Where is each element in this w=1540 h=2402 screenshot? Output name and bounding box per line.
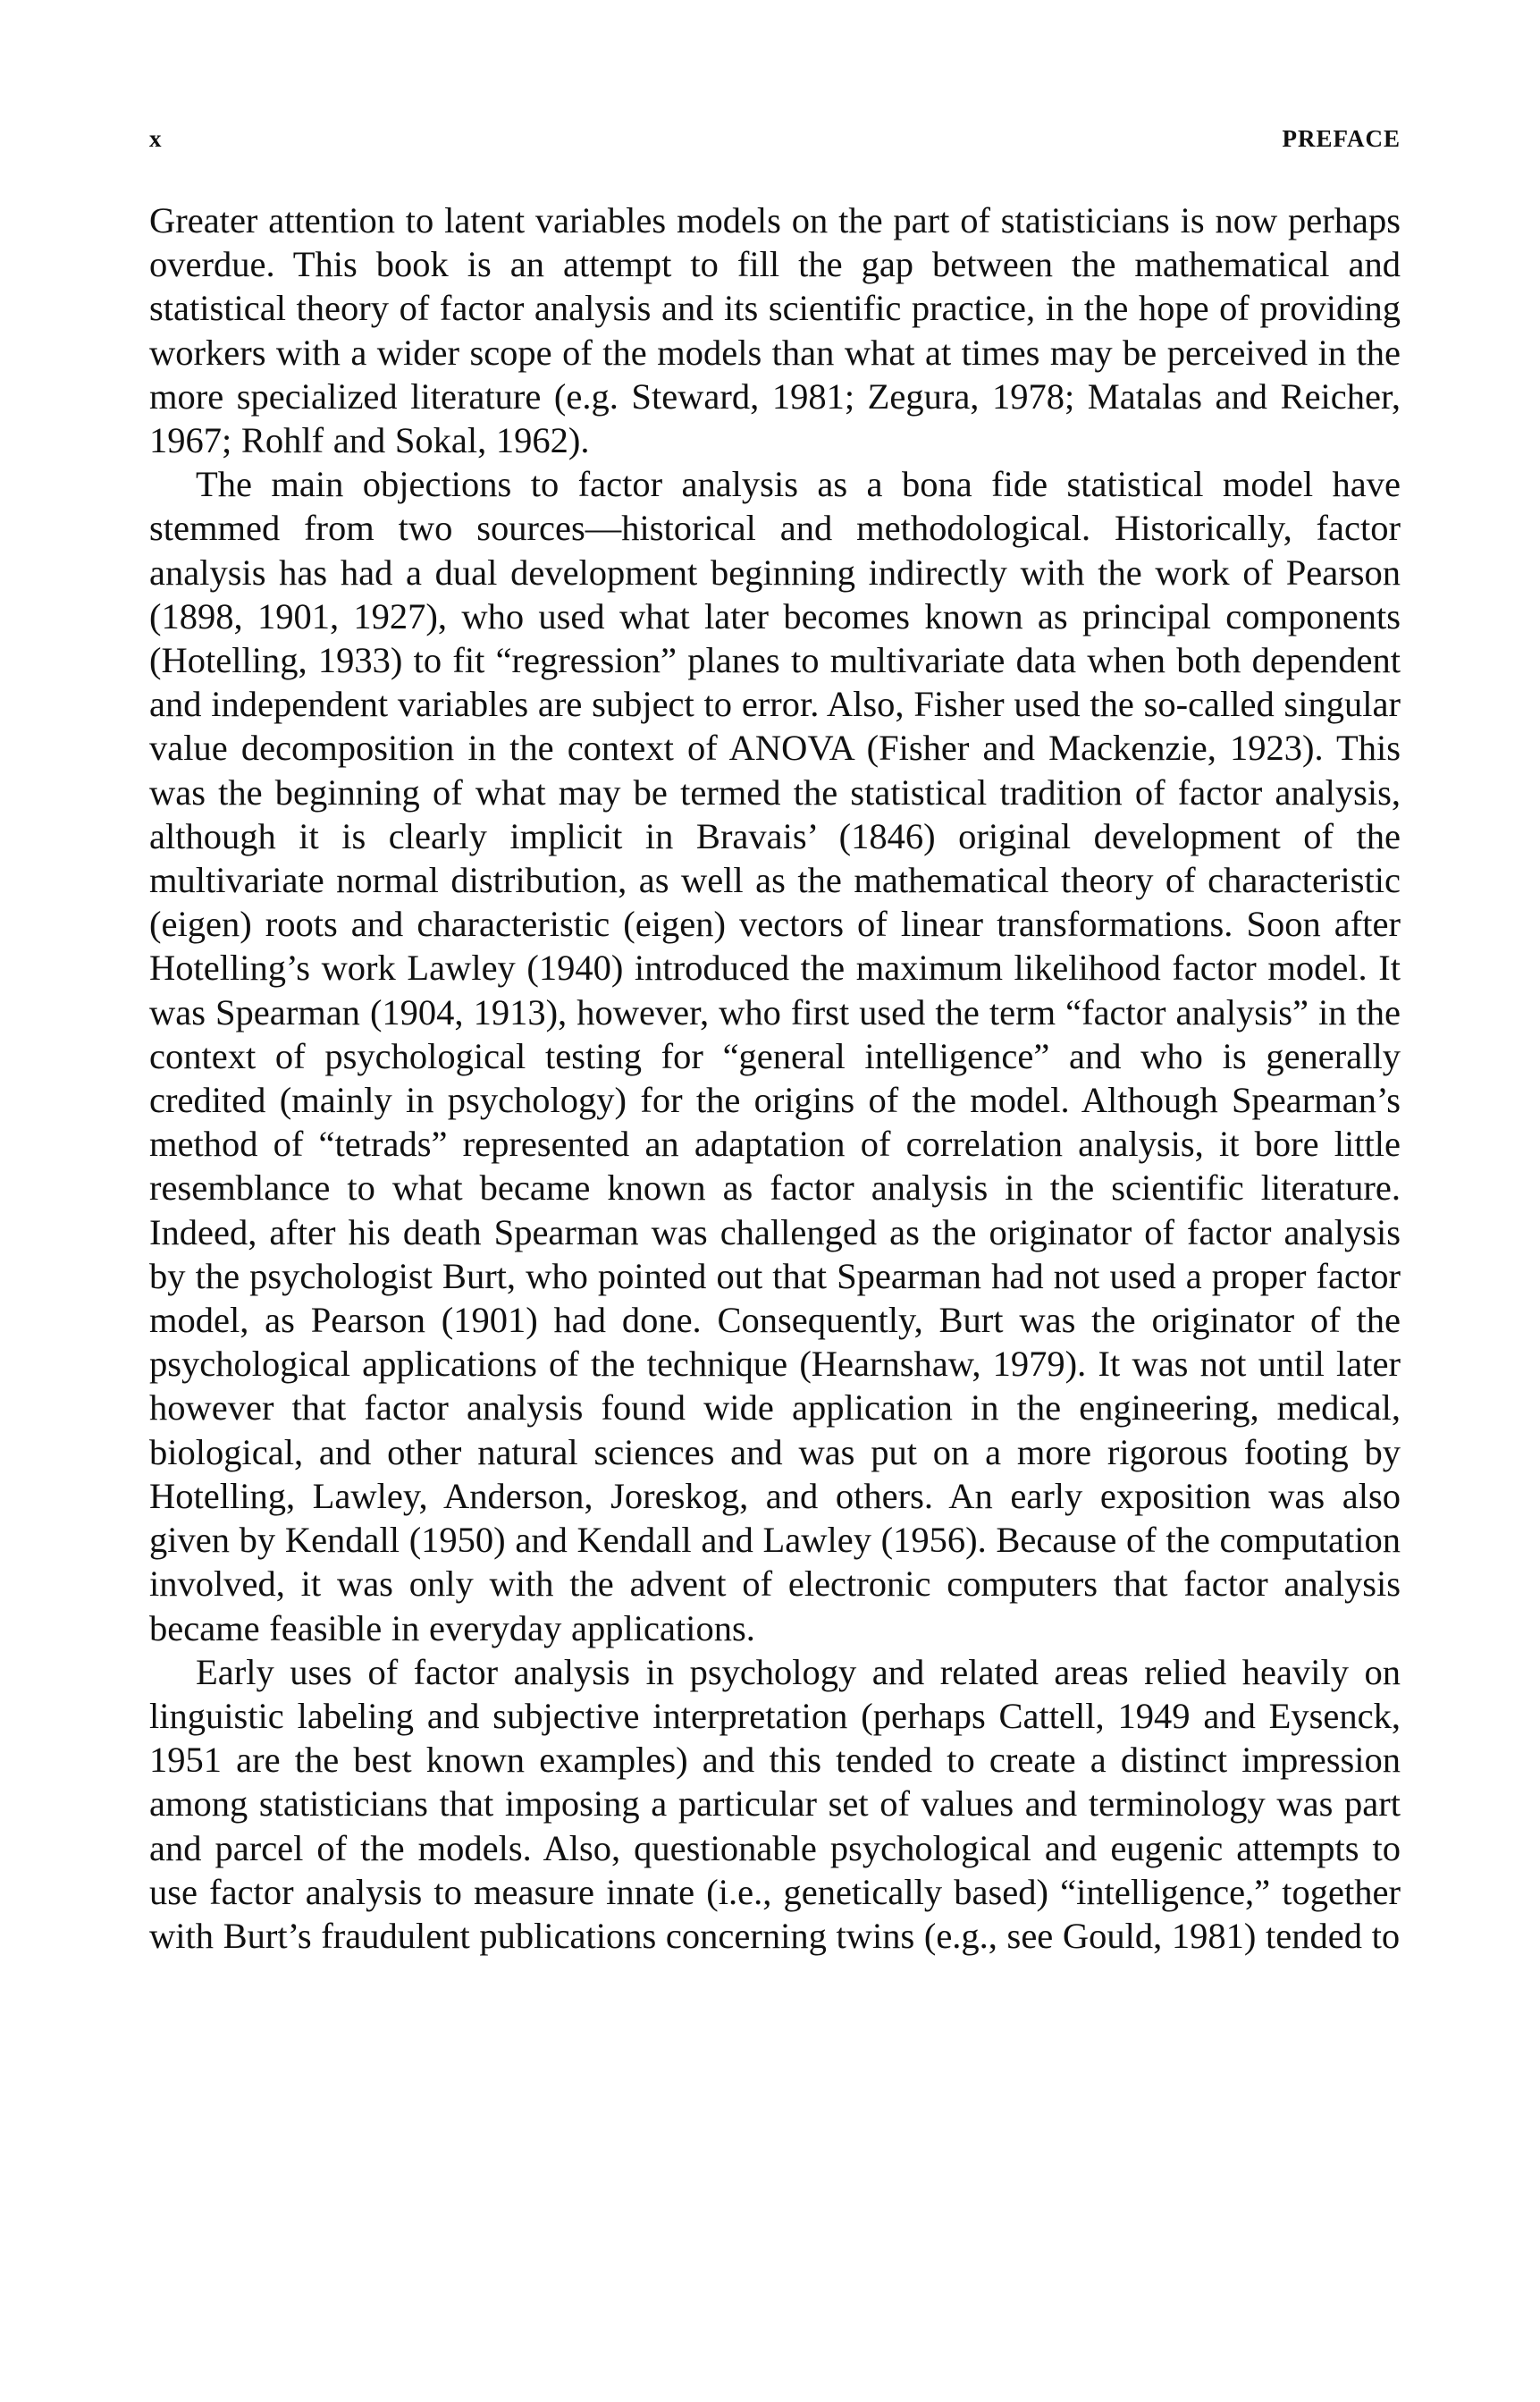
paragraph-2: The main objections to factor analysis as a bona fide statistical model have stemmed from two sources—historical and methodological. Historically, factor analysis has had a dual development beginning indirectly with the work of Pearson (1898, 1901, 1927), who used what later becomes known as principal components (Hotelling, 1933) to fit “regression” planes to multivariate data when both dependent and independent variables are subject to error. Also, Fisher used the so-called singular value decomposition in the context of ANOVA (Fisher and Mackenzie, 1923). This was the beginning of what may be termed the statistical tradition of factor analysis, although it is clearly implicit in Bravais’ (1846) original development of the multivariate normal distribution, as well as the mathematical theory of characteristic (eigen) roots and characteristic (eigen) vectors of linear transformations. Soon after Hotelling’s work Lawley (1940) introduced the maximum likelihood factor model. It was Spearman (1904, 1913), however, who first used the term “factor analysis” in the context of psychological testing for “general intelligence” and who is generally credited (mainly in psychology) for the origins of the model. Although Spearman’s method of “tetrads” represented an adaptation of correlation analysis, it bore little resemblance to what became known as factor analysis in the scientific literature. Indeed, after his death Spearman was challenged as the originator of factor analysis by the psychologist Burt, who pointed out that Spearman had not used a proper factor model, as Pearson (1901) had done. Consequently, Burt was the originator of the psychological applications of the technique (Hearnshaw, 1979). It was not until later however that factor analysis found wide application in the engineering, medical, biological, and other natural sciences and was put on a more rigorous footing by Hotelling, Lawley, Anderson, Joreskog, and others. An early exposition was also given by Kendall (1950) and Kendall and Lawley (1956). Because of the computation involved, it was only with the advent of electronic computers that factor analysis became feasible in everyday applications. <box>149 464 1401 1648</box>
running-head <box>149 125 1401 161</box>
running-title: PREFACE <box>1282 125 1401 152</box>
body-text <box>149 198 1401 1958</box>
paragraph-3: Early uses of factor analysis in psychology and related areas relied heavily on linguistic labeling and subjective interpretation (perhaps Cattell, 1949 and Eysenck, 1951 are the best known examples) and this tended to create a distinct impression among statisticians that imposing a particular set of values and terminology was part and parcel of the models. Also, questionable psychological and eugenic attempts to use factor analysis to measure innate (i.e., genetically based) “intelligence,” together with Burt’s fraudulent publications concerning twins (e.g., see Gould, 1981) tended to <box>149 1651 1401 1956</box>
page-number: x <box>149 125 163 152</box>
paragraph-1: Greater attention to latent variables models on the part of statisticians is now perhaps overdue. This book is an attempt to fill the gap between the mathematical and statistical theory of factor analysis and its scientific practice, in the hope of providing workers with a wider scope of the models than what at times may be perceived in the more specialized literature (e.g. Steward, 1981; Zegura, 1978; Matalas and Reicher, 1967; Rohlf and Sokal, 1962). <box>149 200 1401 461</box>
book-page <box>149 125 1401 1958</box>
